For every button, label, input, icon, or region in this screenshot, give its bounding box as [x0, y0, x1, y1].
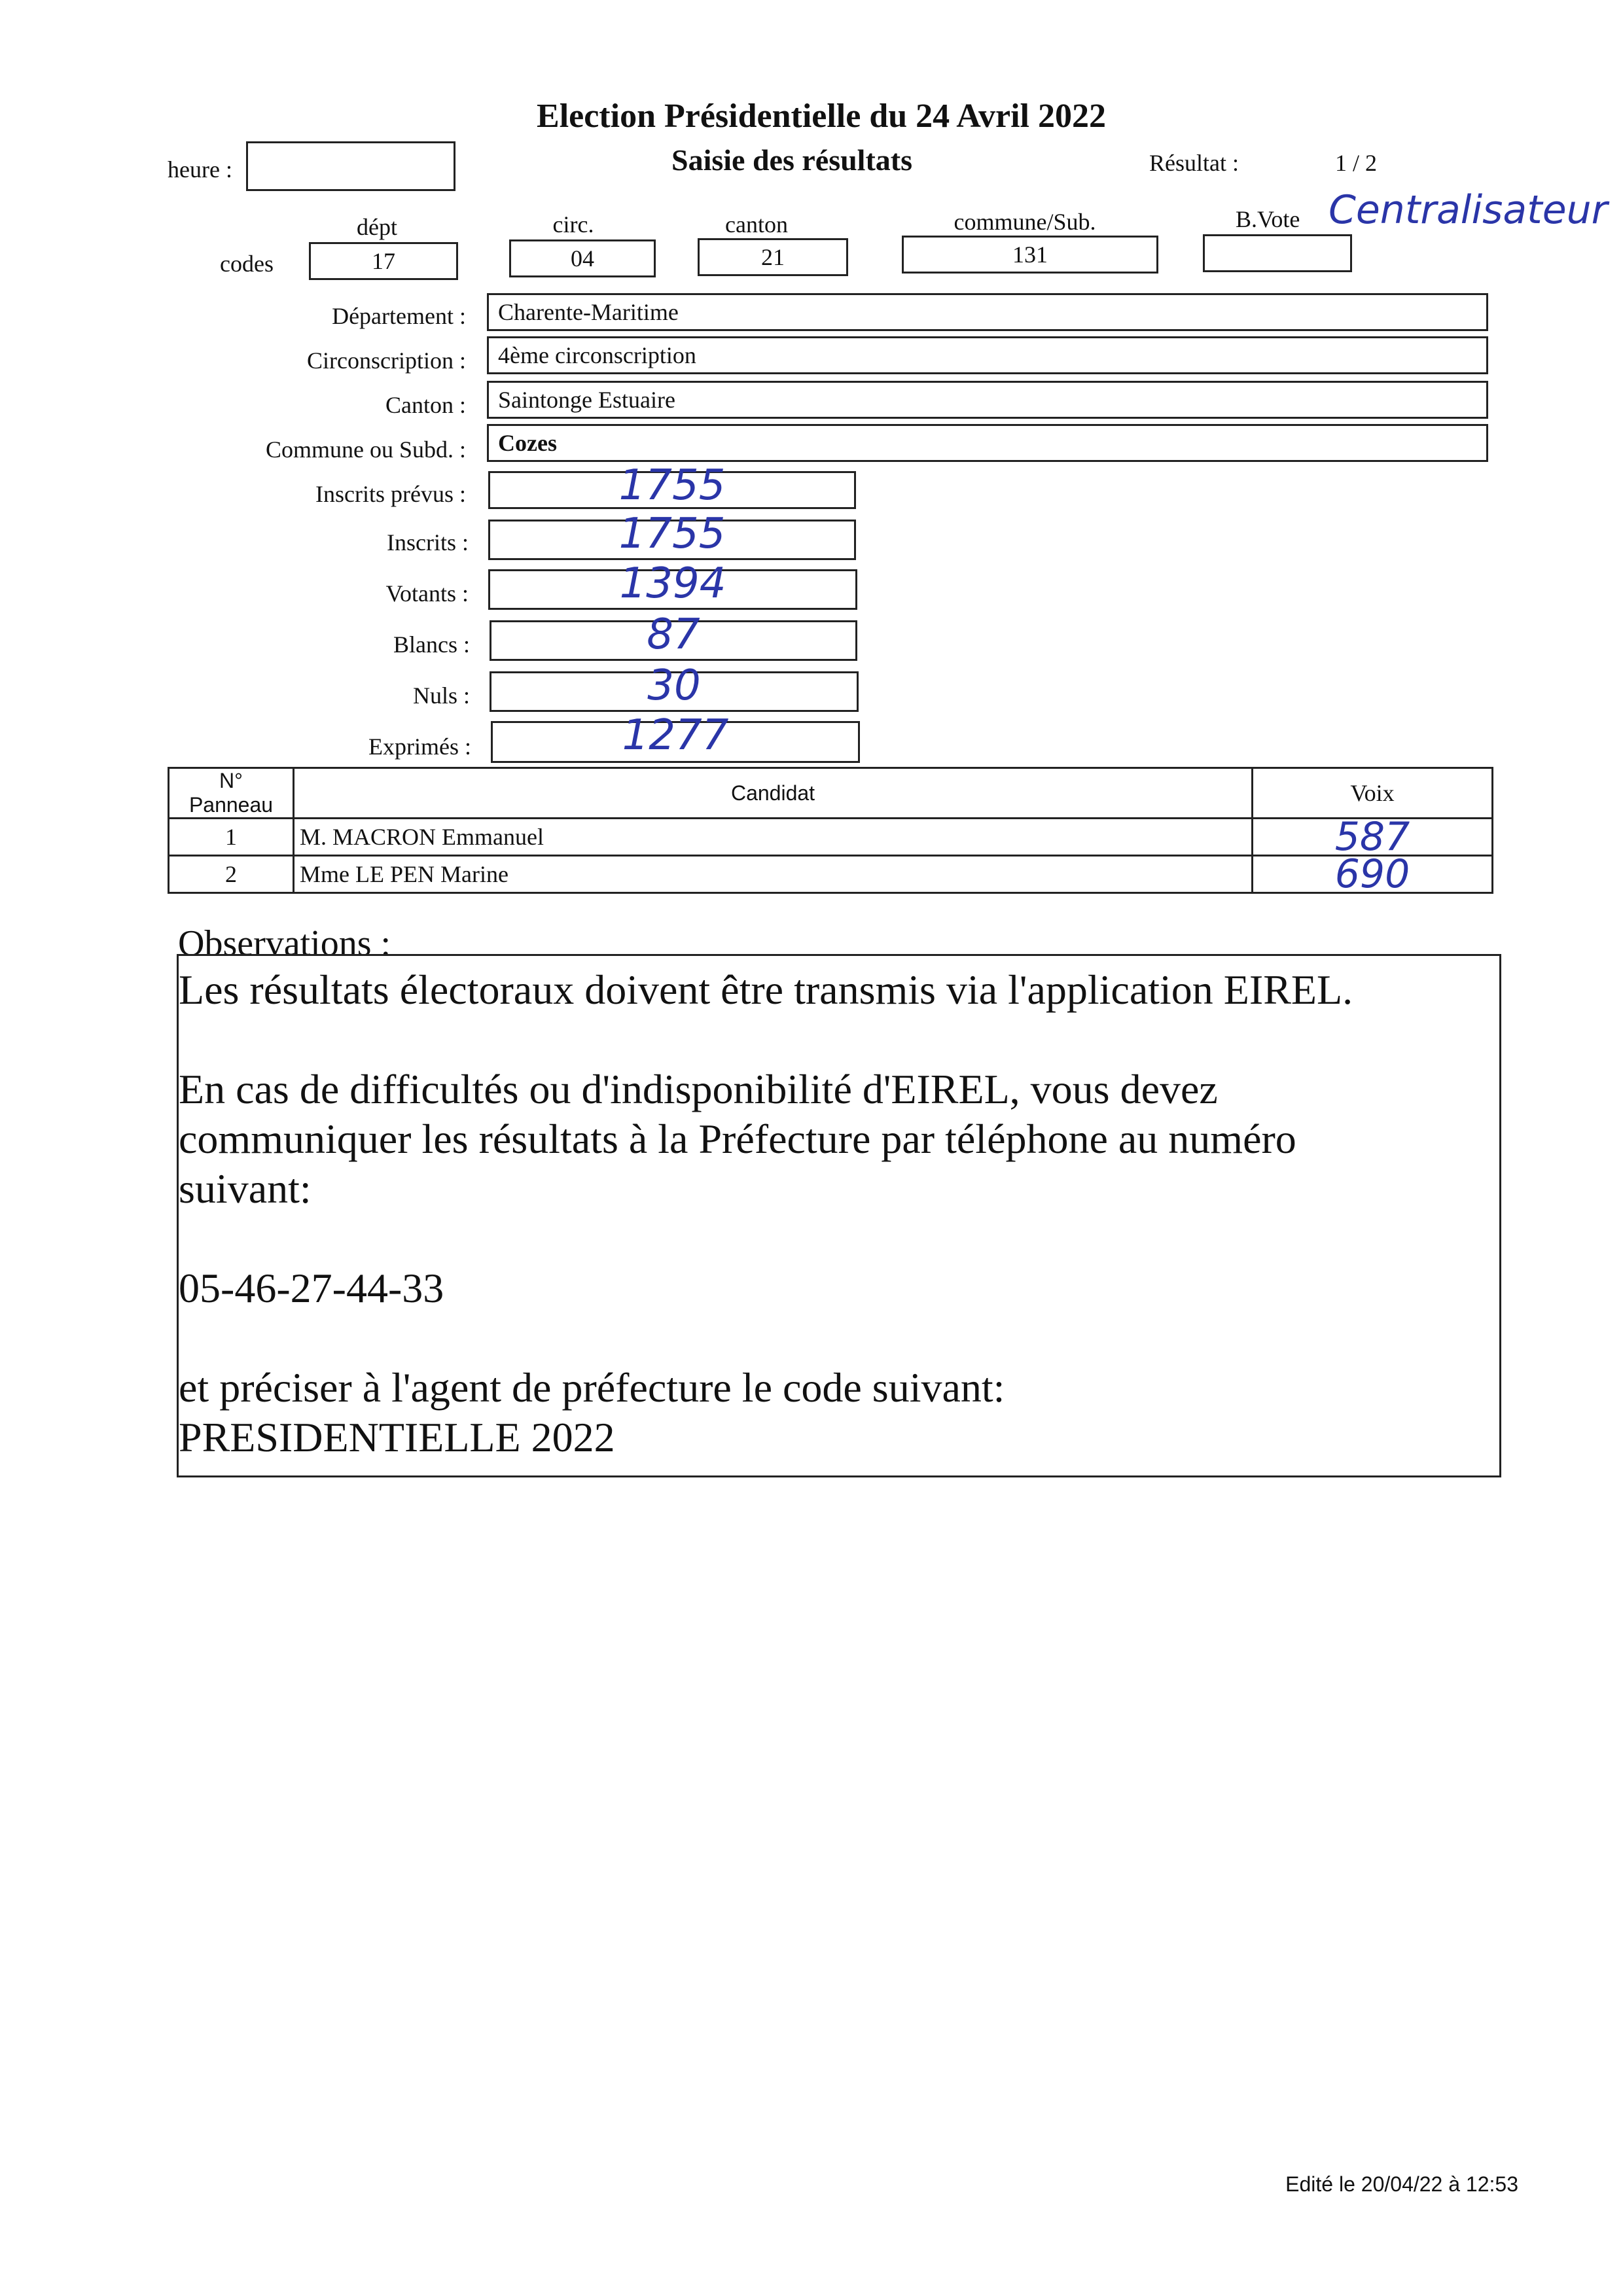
inscrits-prevus-value: 1755: [618, 461, 726, 510]
heure-label: heure :: [168, 156, 232, 183]
commune-field[interactable]: Cozes: [487, 424, 1488, 462]
observations-box: [177, 954, 1501, 1477]
commune-code-label: commune/Sub.: [954, 209, 1096, 235]
page-title: Election Présidentielle du 24 Avril 2022: [537, 97, 1106, 135]
observations-code: PRESIDENTIELLE 2022: [179, 1414, 615, 1460]
departement-label: Département :: [332, 303, 466, 329]
voix-cell[interactable]: 690: [1253, 856, 1493, 893]
candidates-table: [168, 767, 1493, 897]
circ-code-field[interactable]: 04: [509, 239, 656, 277]
votants-field[interactable]: [488, 559, 857, 610]
exprimes-field[interactable]: [491, 711, 860, 763]
exprimes-value: 1277: [622, 711, 729, 760]
resultat-value: 1 / 2: [1335, 150, 1378, 176]
table-row: [169, 856, 1493, 893]
blancs-value: 87: [647, 610, 700, 659]
blancs-label: Blancs :: [393, 631, 470, 658]
panneau-cell: 1: [169, 819, 294, 856]
inscrits-prevus-label: Inscrits prévus :: [315, 481, 466, 507]
nuls-label: Nuls :: [412, 682, 470, 709]
observations-title: Observations :: [178, 923, 391, 964]
heure-field[interactable]: [246, 141, 455, 191]
candidate-name-cell: M. MACRON Emmanuel: [294, 819, 1253, 856]
inscrits-prevus-field[interactable]: [488, 461, 856, 510]
col-candidat-header: Candidat: [294, 768, 1253, 819]
commune-label: Commune ou Subd. :: [265, 436, 466, 463]
votants-label: Votants :: [385, 580, 469, 607]
bvote-handwritten: Centralisateur: [1329, 187, 1608, 233]
observations-line: Les résultats électoraux doivent être transmis via l'application EIREL.: [179, 966, 1353, 1013]
exprimes-label: Exprimés :: [368, 733, 471, 760]
canton-code-field[interactable]: 21: [698, 238, 848, 276]
table-header-row: [169, 768, 1493, 819]
inscrits-field[interactable]: [488, 510, 856, 560]
inscrits-label: Inscrits :: [387, 529, 469, 556]
panneau-cell: 2: [169, 856, 294, 893]
bvote-label: B.Vote: [1236, 206, 1300, 232]
page-subtitle: Saisie des résultats: [671, 143, 912, 177]
col-voix-header: Voix: [1253, 768, 1493, 819]
observations-line: communiquer les résultats à la Préfecture par téléphone au numéro: [179, 1116, 1296, 1162]
candidate-name-cell: Mme LE PEN Marine: [294, 856, 1253, 893]
voix-cell[interactable]: 587: [1253, 819, 1493, 856]
nuls-field[interactable]: [490, 662, 859, 712]
circonscription-label: Circonscription :: [307, 347, 466, 374]
canton-field[interactable]: Saintonge Estuaire: [487, 381, 1488, 419]
canton-label: Canton :: [385, 392, 466, 418]
observations-line: et préciser à l'agent de préfecture le code suivant:: [179, 1364, 1005, 1411]
bvote-code-field[interactable]: [1203, 234, 1352, 272]
dept-label: dépt: [357, 214, 397, 240]
commune-code-field[interactable]: 131: [902, 236, 1158, 274]
circ-label: circ.: [552, 211, 594, 238]
votants-value: 1394: [619, 559, 726, 608]
inscrits-value: 1755: [618, 510, 726, 558]
blancs-field[interactable]: [490, 610, 857, 661]
edited-timestamp: Edité le 20/04/22 à 12:53: [1285, 2172, 1518, 2196]
table-row: [169, 819, 1493, 856]
dept-code-field[interactable]: 17: [309, 242, 458, 280]
observations-line: suivant:: [179, 1165, 312, 1212]
codes-label: codes: [220, 251, 274, 277]
observations-line: En cas de difficultés ou d'indisponibilité d'EIREL, vous devez: [179, 1066, 1218, 1112]
observations-phone: 05-46-27-44-33: [179, 1265, 444, 1311]
col-panneau-header: N° Panneau: [169, 768, 294, 819]
resultat-label: Résultat :: [1149, 150, 1239, 176]
canton-code-label: canton: [725, 211, 788, 238]
departement-field[interactable]: Charente-Maritime: [487, 293, 1488, 331]
nuls-value: 30: [647, 662, 701, 710]
circonscription-field[interactable]: 4ème circonscription: [487, 336, 1488, 374]
